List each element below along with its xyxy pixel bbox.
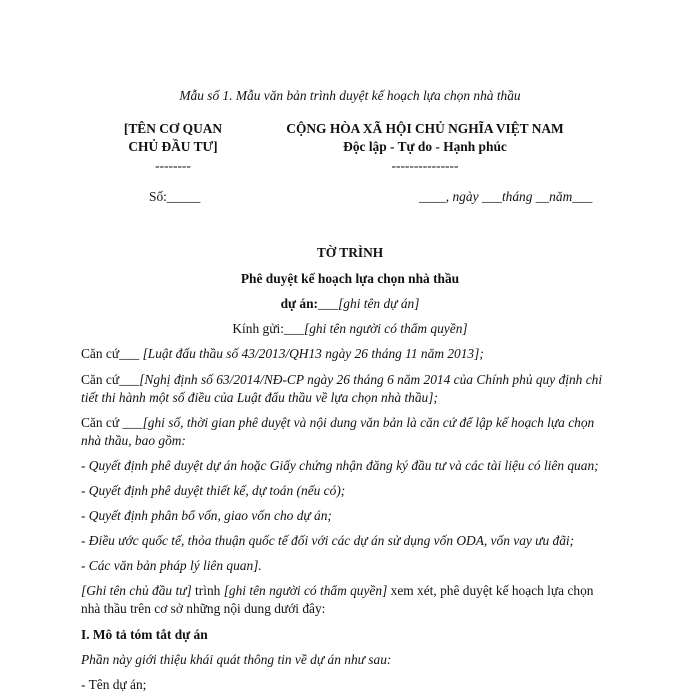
basis-blank: ___ [119,346,140,361]
basis-text: [Luật đấu thầu số 43/2013/QH13 ngày 26 tháng 11 năm 2013]; [139,346,484,361]
document-date: ____, ngày ___tháng __năm___ [419,189,593,204]
addressee-line [0,320,700,338]
list-item: - Quyết định phân bổ vốn, giao vốn cho dự án; [81,508,332,523]
owner-name: [Ghi tên chủ đầu tư] [81,583,192,598]
agency-name [98,120,248,175]
request-verb: trình [191,583,224,598]
project-label: dự án: [280,296,318,311]
section-heading: I. Mô tả tóm tắt dự án [81,627,208,642]
basis-label: Căn cứ [81,415,120,430]
list-item: - Quyết định phê duyệt thiết kế, dự toán (nếu có); [81,483,346,498]
basis-label: Căn cứ [81,372,120,387]
national-header [270,120,580,175]
basis-paragraph [81,371,626,407]
agency-line-2: CHỦ ĐẦU TƯ] [128,139,218,155]
list-item: - Tên dự án; [81,677,147,692]
list-item: - Các văn bản pháp lý liên quan]. [81,558,262,573]
document-number: Số:_____ [149,189,201,204]
request-paragraph [81,582,626,618]
basis-text-continued: nhà thầu, bao gồm: [81,433,186,449]
project-name: [ghi tên dự án] [338,296,420,311]
section-intro: Phần này giới thiệu khái quát thông tin về dự án như sau: [81,652,392,667]
addressee-blank: ___ [283,321,305,336]
authority-name: [ghi tên người có thẩm quyền] [223,583,388,598]
document-type: TỜ TRÌNH [316,245,384,260]
basis-blank: ___ [119,415,143,430]
agency-line-1: [TÊN CƠ QUAN [123,121,223,136]
request-text: xem xét, phê duyệt kế hoạch lựa chọn [387,583,594,598]
basis-text-continued: tiết thi hành một số điều của Luật đấu thầu về lựa chọn nhà thầu]; [81,390,438,406]
basis-blank: ___ [119,372,140,387]
document-subject: Phê duyệt kế hoạch lựa chọn nhà thầu [240,271,460,286]
national-motto: Độc lập - Tự do - Hạnh phúc [343,139,507,155]
addressee-label: Kính gửi: [232,321,284,336]
basis-text: [Nghị định số 63/2014/NĐ-CP ngày 26 tháng 6 năm 2014 của Chính phủ quy định chi [139,372,603,387]
basis-text: [ghi số, thời gian phê duyệt và nội dung văn bản là căn cứ để lập kế hoạch lựa chọn [142,415,595,430]
form-title: Mẫu số 1. Mẫu văn bản trình duyệt kế hoạch lựa chọn nhà thầu [179,88,521,103]
agency-divider: -------- [155,158,191,174]
list-item: - Quyết định phê duyệt dự án hoặc Giấy chứng nhận đăng ký đầu tư và các tài liệu có liên quan; [81,458,599,473]
country-name: CỘNG HÒA XÃ HỘI CHỦ NGHĨA VIỆT NAM [286,121,564,136]
project-line [0,295,700,313]
national-divider: --------------- [391,158,459,174]
list-item: - Điều ước quốc tế, thỏa thuận quốc tế đối với các dự án sử dụng vốn ODA, vốn vay ưu đãi; [81,533,575,548]
addressee-name: [ghi tên người có thẩm quyền] [304,321,468,336]
basis-label: Căn cứ [81,346,120,361]
basis-paragraph [81,345,626,363]
request-text-continued: nhà thầu trên cơ sở những nội dung dưới đây: [81,601,326,617]
basis-paragraph [81,414,626,450]
project-blank: ___ [318,296,339,311]
